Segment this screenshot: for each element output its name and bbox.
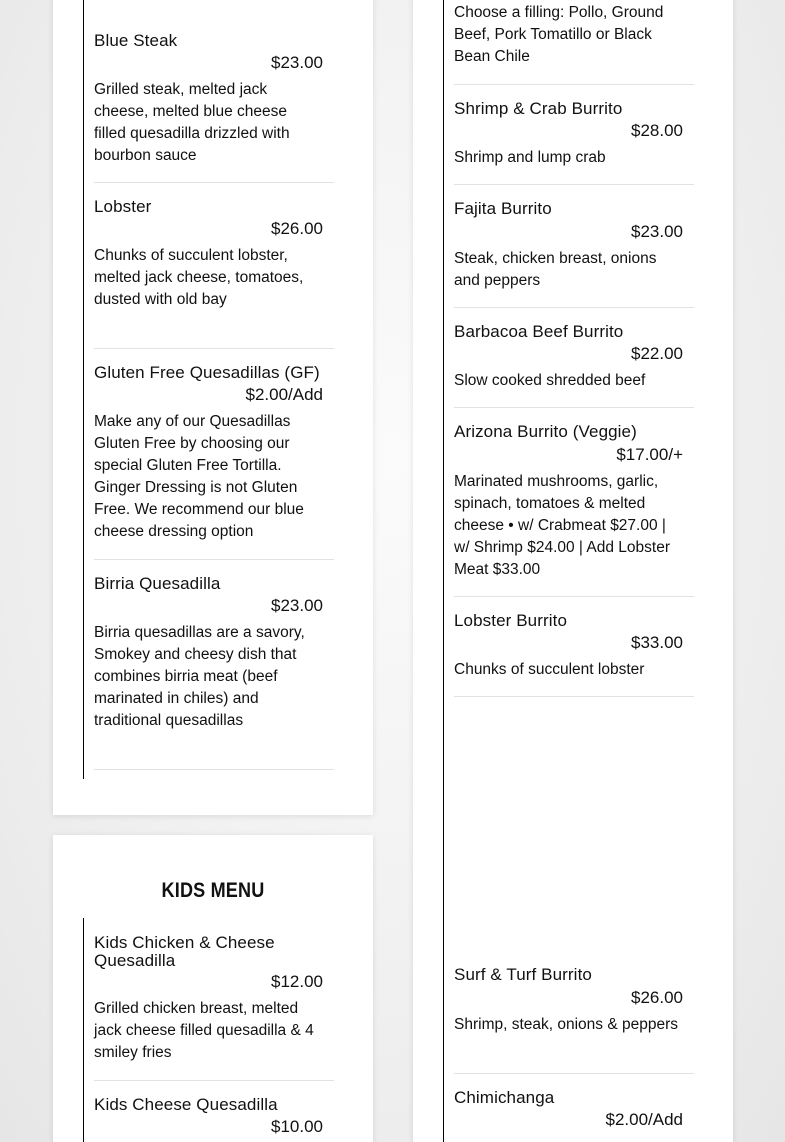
menu-item bbox=[454, 423, 694, 597]
item-price: $2.00/Add bbox=[245, 385, 323, 404]
item-price: $2.00/Add bbox=[605, 1110, 683, 1129]
item-name: Barbacoa Beef Burrito bbox=[454, 322, 624, 341]
menu-item-top bbox=[454, 0, 694, 85]
item-name: Kids Cheese Quesadilla bbox=[94, 1095, 278, 1114]
item-name: Lobster bbox=[94, 197, 152, 216]
item-name: Chimichanga bbox=[454, 1088, 555, 1107]
item-name: Shrimp & Crab Burrito bbox=[454, 99, 623, 118]
item-description: Make any of our Quesadillas Gluten Free by choosing our special Gluten Free Tortilla. Ginger Dressing is not Gluten Free. We recommend our blue cheese dressing option bbox=[94, 413, 304, 540]
item-price: $23.00 bbox=[631, 222, 683, 241]
item-price: $26.00 bbox=[271, 219, 323, 238]
quesadillas-card bbox=[53, 0, 373, 815]
menu-item bbox=[94, 1096, 334, 1142]
item-price: $22.00 bbox=[631, 344, 683, 363]
item-price: $23.00 bbox=[271, 53, 323, 72]
kids-divider-line bbox=[83, 918, 84, 1142]
item-name: Kids Chicken & Cheese Quesadilla bbox=[94, 933, 275, 970]
burritos-card bbox=[413, 0, 733, 1142]
menu-item bbox=[454, 100, 694, 185]
item-description: Steak, chicken breast, onions and peppers bbox=[454, 250, 657, 289]
menu-item bbox=[94, 934, 334, 1081]
menu-item bbox=[454, 1089, 694, 1142]
item-name: Fajita Burrito bbox=[454, 199, 552, 218]
menu-item bbox=[454, 323, 694, 408]
menu-item bbox=[454, 612, 694, 697]
item-description: Chunks of succulent lobster bbox=[454, 661, 645, 678]
item-price: $12.00 bbox=[271, 972, 323, 991]
item-description: Slow cooked shredded beef bbox=[454, 372, 646, 389]
quesadillas-divider-line bbox=[83, 0, 84, 779]
item-description: Shrimp and lump crab bbox=[454, 149, 606, 166]
item-description: Grilled steak, melted jack cheese, melted blue cheese filled quesadilla drizzled with bourbon sauce bbox=[94, 81, 290, 164]
item-price: $28.00 bbox=[631, 121, 683, 140]
item-price: $10.00 bbox=[271, 1117, 323, 1136]
menu-item bbox=[94, 575, 334, 770]
item-description: Chunks of succulent lobster, melted jack cheese, tomatoes, dusted with old bay bbox=[94, 247, 304, 308]
menu-item bbox=[94, 32, 334, 183]
menu-item bbox=[94, 198, 334, 349]
menu-item bbox=[454, 200, 694, 308]
item-name: Blue Steak bbox=[94, 31, 178, 50]
item-name: Lobster Burrito bbox=[454, 611, 567, 630]
burritos-divider-line bbox=[443, 0, 444, 1142]
item-name: Arizona Burrito (Veggie) bbox=[454, 422, 637, 441]
item-price: $33.00 bbox=[631, 633, 683, 652]
item-description: Shrimp, steak, onions & peppers bbox=[454, 1016, 679, 1033]
item-description: Grilled chicken breast, melted jack cheese filled quesadilla & 4 smiley fries bbox=[94, 1000, 314, 1061]
item-price: $23.00 bbox=[271, 596, 323, 615]
section-title: KIDS MENU bbox=[161, 879, 265, 902]
item-name: Surf & Turf Burrito bbox=[454, 965, 592, 984]
kids-menu-card bbox=[53, 835, 373, 1142]
item-description: Choose a filling: Pollo, Ground Beef, Pork Tomatillo or Black Bean Chile bbox=[454, 4, 664, 65]
item-price: $26.00 bbox=[631, 988, 683, 1007]
menu-item bbox=[94, 364, 334, 560]
item-description: Birria quesadillas are a savory, Smokey and cheesy dish that combines birria meat (beef marinated in chiles) and traditional quesadillas bbox=[94, 624, 305, 729]
item-name: Gluten Free Quesadillas (GF) bbox=[94, 363, 320, 382]
item-description: Marinated mushrooms, garlic, spinach, tomatoes & melted cheese • w/ Crabmeat $27.00 | w/ Shrimp $24.00 | Add Lobster Meat $33.00 bbox=[454, 473, 670, 578]
item-name: Birria Quesadilla bbox=[94, 574, 221, 593]
item-price: $17.00/+ bbox=[616, 445, 683, 464]
menu-item bbox=[454, 966, 694, 1074]
